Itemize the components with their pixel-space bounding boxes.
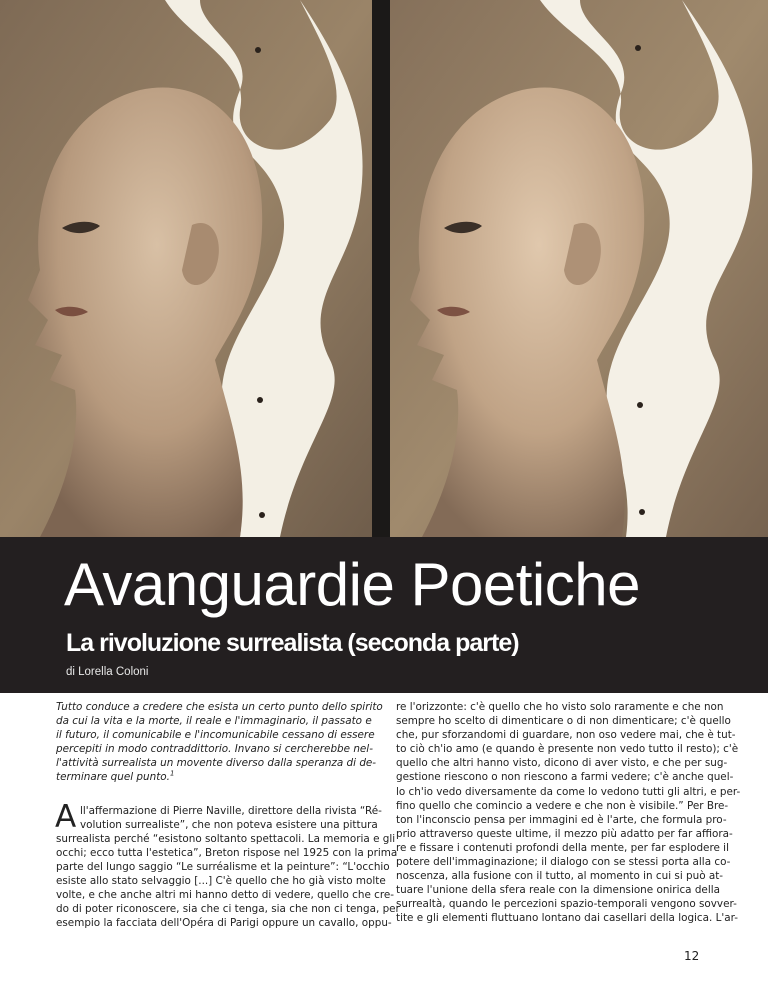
page-title: Avanguardie Poetiche [64, 551, 640, 618]
title-band [0, 537, 768, 693]
painting-left [0, 0, 372, 537]
body-line: occhi; ecco tutta l'estetica”, Breton rispose nel 1925 con la prima [56, 846, 398, 859]
body-line: surrealista perché “esistono soltanto spettacoli. La memoria e gli [56, 832, 396, 845]
article-subtitle: La rivoluzione surrealista (seconda parte) [66, 629, 519, 657]
epigraph-line: da cui la vita e la morte, il reale e l'immaginario, il passato e [56, 715, 372, 728]
epigraph-line: il futuro, il comunicabile e l'incomunicabile cessano di essere [56, 729, 375, 742]
author-byline: di Lorella Coloni [66, 666, 149, 678]
body-line: volte, e che anche altri mi hanno detto di vedere, quello che cre- [56, 889, 395, 902]
body-line: do di poter riconoscere, sia che ci tenga, sia che non ci tenga, per [56, 903, 400, 916]
body-line: tite e gli elementi fluttuano lontano dai casellari della logica. L'ar- [396, 912, 738, 925]
body-line: parte del lungo saggio “Le surréalisme et la peinture”: “L'occhio [56, 860, 390, 873]
drop-cap: A [55, 798, 77, 835]
body-line: re l'orizzonte: c'è quello che ho visto solo raramente e che non [396, 701, 724, 713]
text-column-left [55, 700, 400, 930]
page-number: 12 [684, 949, 700, 963]
text-column-right [396, 700, 741, 926]
body-line: volution surrealiste”, che non poteva esistere una pittura [80, 818, 378, 831]
body-paragraph [55, 798, 400, 931]
body-line: ll'affermazione di Pierre Naville, direttore della rivista “Ré- [80, 804, 382, 817]
body-line: sempre ho scelto di dimenticare o di non dimenticare; c'è quello [396, 715, 731, 728]
body-line: ton l'inconscio pensa per immagini ed è l'arte, che formula pro- [396, 813, 727, 826]
footnote-marker: 1 [169, 770, 175, 778]
body-line: esempio la facciata dell'Opéra di Parigi oppure un cavallo, oppu- [56, 917, 392, 930]
epigraph-line: Tutto conduce a credere che esista un certo punto dello spirito [56, 701, 383, 713]
body-line: esiste allo stato selvaggio [...] C'è quello che ho già visto molte [56, 875, 386, 888]
body-line: gestione riescono o non riescono a farmi vedere; c'è anche quel- [396, 771, 734, 784]
body-line: potere dell'immaginazione; il dialogo con se stessi porta alla co- [396, 856, 731, 869]
epigraph-line: l'attività surrealista un movente diverso dalla speranza di de- [56, 757, 377, 770]
epigraph-line-text: terminare quel punto. [56, 771, 170, 784]
body-line: noscenza, alla fusione con il tutto, al momento in cui si può at- [396, 870, 724, 883]
body-line: surrealtà, quando le percezioni spazio-temporali vengono sovver- [396, 898, 737, 911]
painting-right [390, 0, 768, 537]
epigraph-line [56, 770, 364, 784]
body-line: che, pur sforzandomi di guardare, non oso vedere mai, che è tut- [396, 729, 736, 742]
epigraph [56, 700, 383, 785]
epigraph-line: percepiti in modo contraddittorio. Invano si cercherebbe nel- [56, 743, 373, 756]
body-line: quello che altri hanno visto, dicono di aver visto, e che per sug- [396, 757, 728, 770]
body-line: re e fissare i contenuti profondi della mente, per far esplodere il [396, 841, 729, 854]
body-line: prio attraverso queste ultime, il mezzo più adatto per far affiora- [396, 827, 733, 840]
body-line: tuare l'unione della sfera reale con la dimensione onirica della [396, 884, 720, 897]
body-line: lo ch'io vedo diversamente da come lo vedono tutti gli altri, e per- [396, 785, 741, 798]
body-line: fino quello che comincio a vedere e che non è visibile.” Per Bre- [396, 799, 729, 812]
body-line: to ciò ch'io amo (e quando è presente non vedo tutto il resto); c'è [396, 743, 739, 756]
